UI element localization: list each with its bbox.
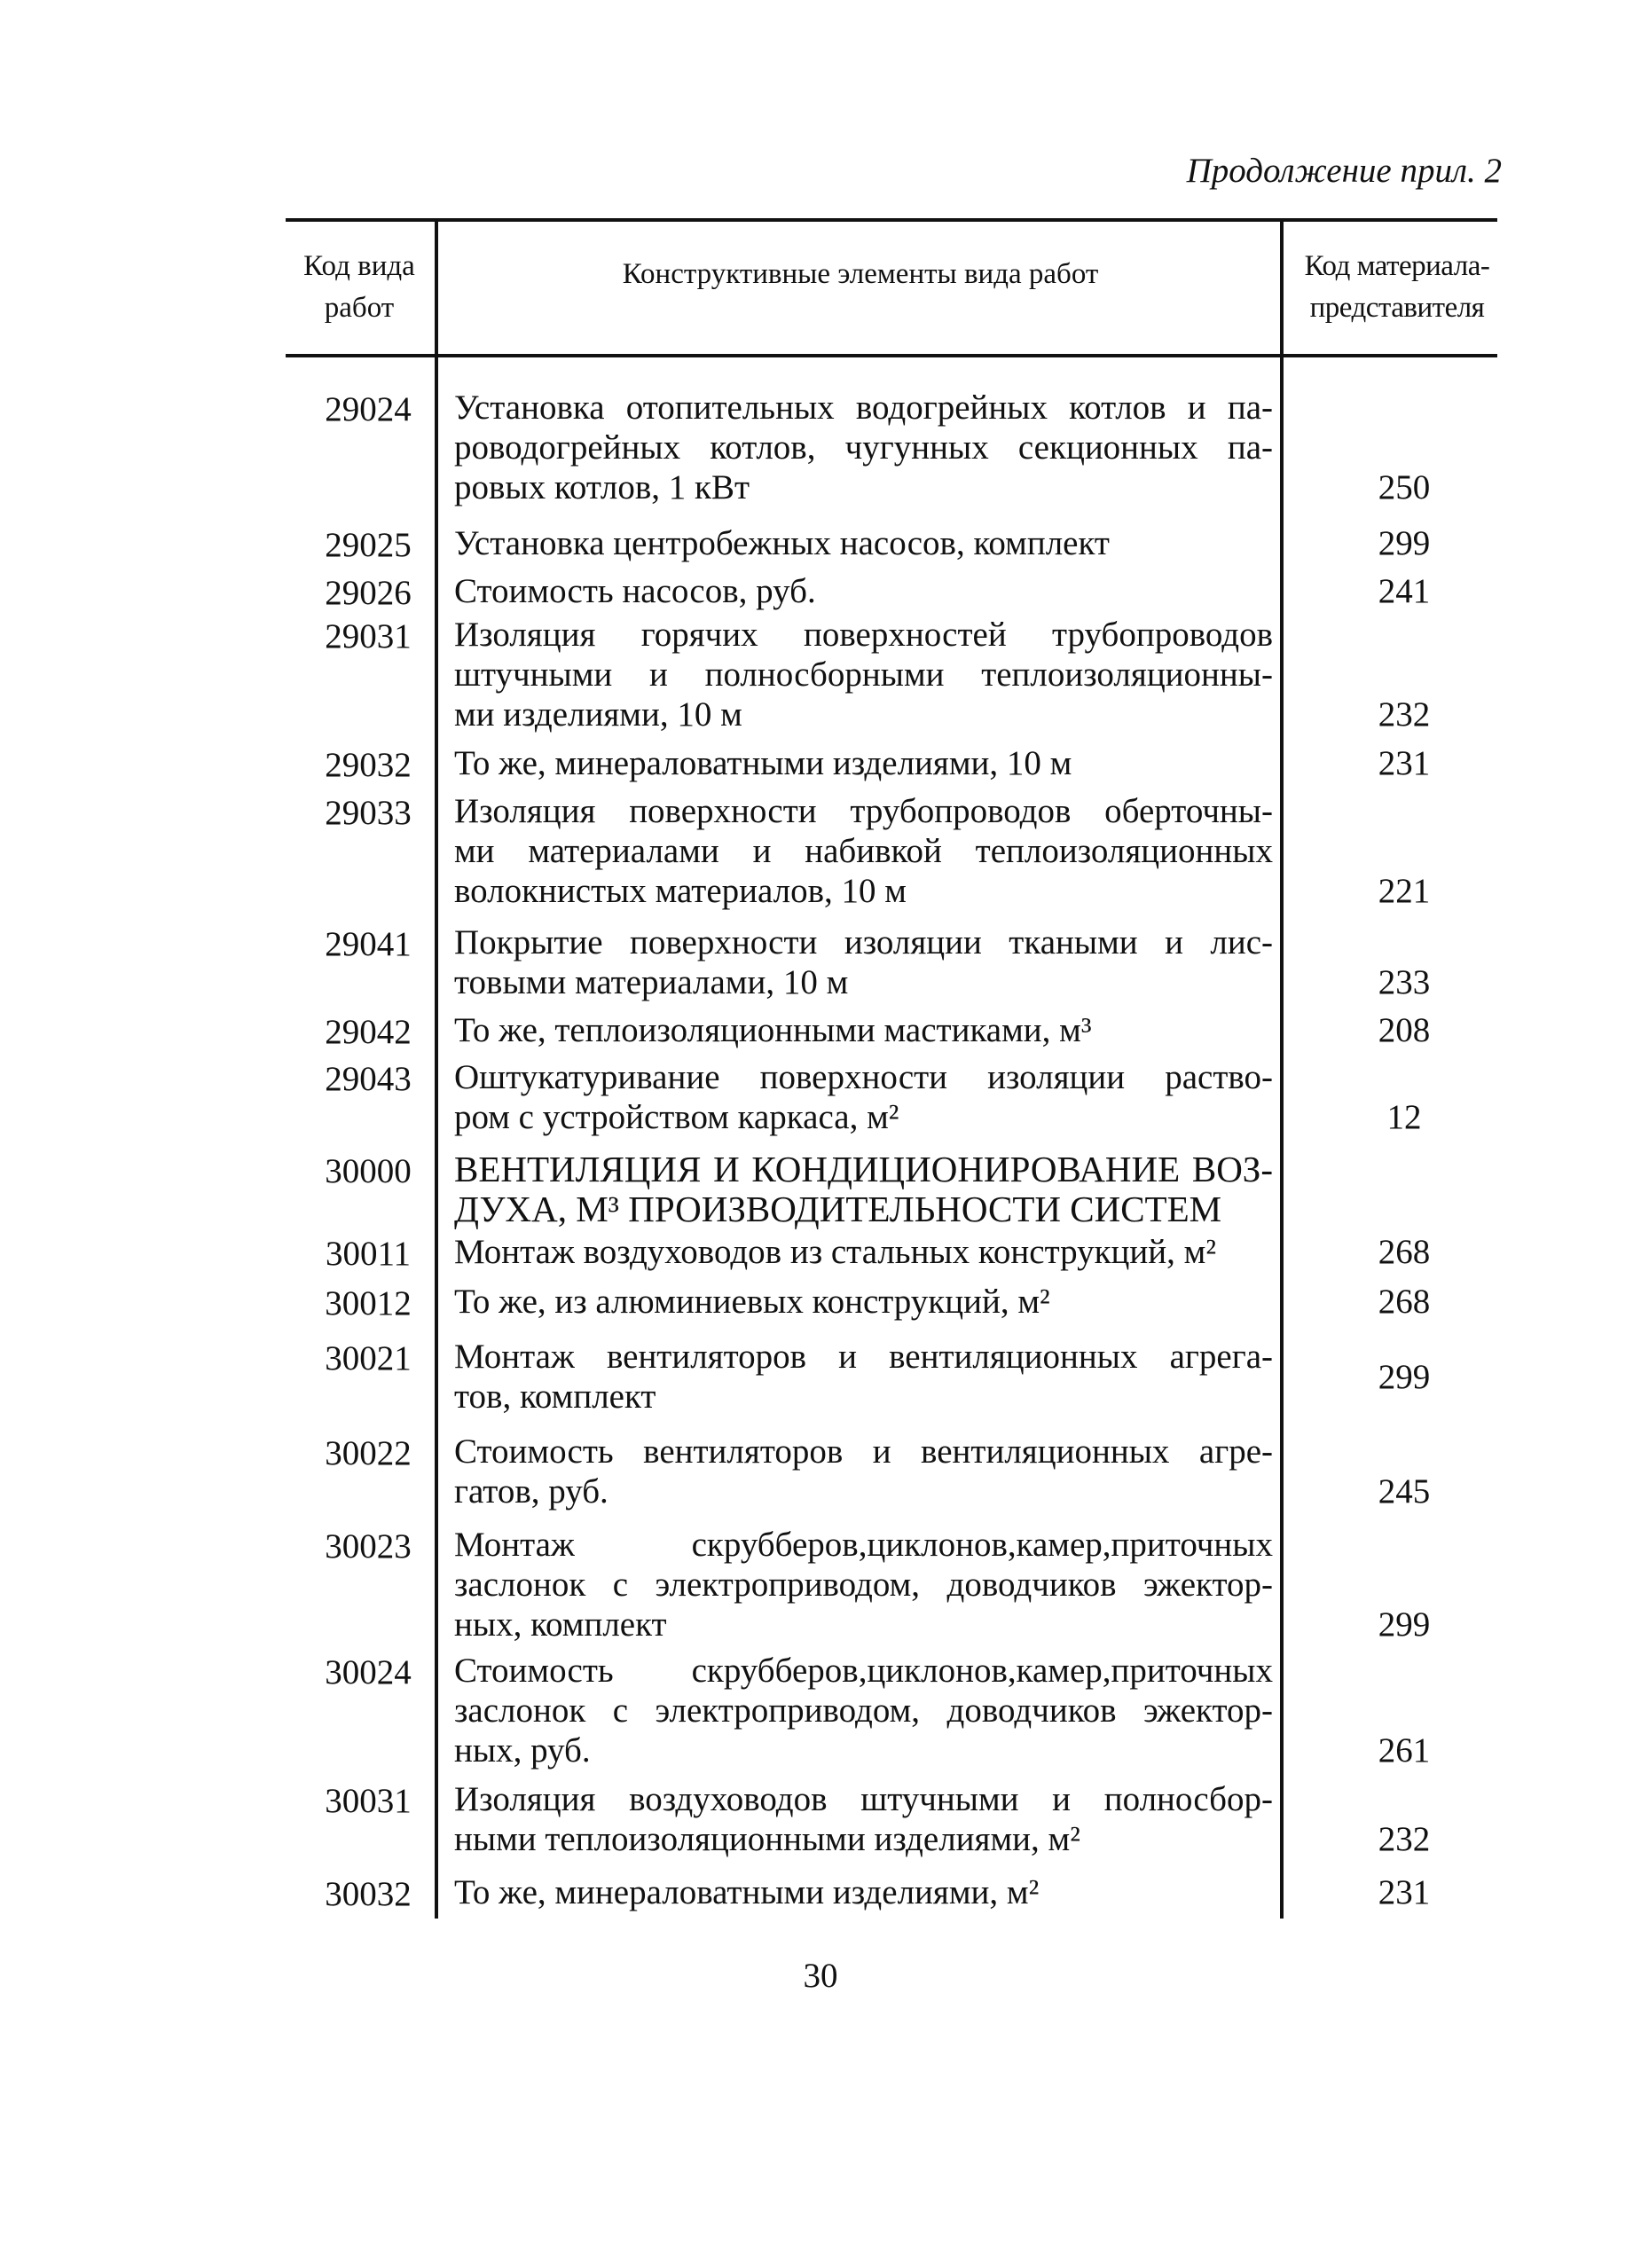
description-line: товыми материалами, 10 м: [454, 963, 849, 1001]
work-description: [454, 523, 1273, 563]
work-code: 30021: [325, 1339, 412, 1377]
description-line: То же, минераловатными изделиями, 10 м: [454, 744, 1072, 782]
work-code: 30012: [325, 1284, 412, 1322]
work-description: [454, 1282, 1273, 1322]
description-line: ми материалами и набивкой теплоизоляционных: [454, 832, 1273, 870]
description-line: Покрытие поверхности изоляции ткаными и лис-: [454, 923, 1273, 961]
work-description: [454, 571, 1273, 611]
work-description: [454, 1232, 1273, 1272]
work-code: 29026: [325, 574, 412, 612]
work-description: [454, 615, 1273, 734]
table-header-rule: [286, 354, 1497, 357]
material-code: 232: [1378, 1820, 1431, 1858]
description-line: ными теплоизоляционными изделиями, м²: [454, 1820, 1080, 1858]
material-code: 299: [1378, 1358, 1431, 1396]
work-code: 30011: [325, 1235, 412, 1273]
work-description: [454, 388, 1273, 507]
description-line: Монтаж воздуховодов из стальных конструкций, м²: [454, 1233, 1217, 1271]
description-line: заслонок с электроприводом, доводчиков эжектор-: [454, 1691, 1273, 1730]
section-heading: [454, 1150, 1273, 1229]
description-line: гатов, руб.: [454, 1472, 609, 1511]
description-line: Изоляция горячих поверхностей трубопроводов: [454, 616, 1273, 654]
description-line: ных, руб.: [454, 1731, 591, 1770]
description-line: волокнистых материалов, 10 м: [454, 872, 907, 910]
header-code: Код вида работ: [303, 250, 415, 324]
work-description: [454, 1010, 1273, 1050]
work-description: [454, 791, 1273, 911]
description-line: Установка отопительных водогрейных котлов и па-: [454, 388, 1273, 427]
material-code: 241: [1378, 572, 1431, 610]
work-code: 30032: [325, 1875, 412, 1913]
material-code: 245: [1378, 1472, 1431, 1511]
description-line: Монтаж скрубберов,циклонов,камер,приточных: [454, 1526, 1273, 1564]
description-line: тов, комплект: [454, 1377, 656, 1416]
material-code: 299: [1378, 1605, 1431, 1644]
description-line: То же, теплоизоляционными мастиками, м³: [454, 1011, 1092, 1049]
description-line: штучными и полносборными теплоизоляционны-: [454, 655, 1273, 694]
description-line: ных, комплект: [454, 1605, 667, 1644]
description-line: Изоляция поверхности трубопроводов оберточны-: [454, 792, 1273, 830]
material-code: 231: [1378, 1873, 1431, 1911]
work-code: 30022: [325, 1434, 412, 1472]
work-code: 29043: [325, 1060, 412, 1098]
work-description: [454, 743, 1273, 783]
work-code: 29024: [325, 390, 412, 428]
description-line: Монтаж вентиляторов и вентиляционных агрега-: [454, 1338, 1273, 1376]
material-code: 268: [1378, 1283, 1431, 1321]
description-line: Изоляция воздуховодов штучными и полносбор-: [454, 1780, 1273, 1818]
page-number: 30: [803, 1957, 838, 1995]
work-code: 29041: [325, 925, 412, 963]
description-line: Оштукатуривание поверхности изоляции раство-: [454, 1058, 1273, 1096]
work-code: 30031: [325, 1782, 412, 1820]
material-code: 221: [1378, 872, 1431, 910]
work-description: [454, 1779, 1273, 1859]
description-line: роводогрейных котлов, чугунных секционных па-: [454, 428, 1273, 467]
description-line: ми изделиями, 10 м: [454, 695, 742, 734]
description-line: То же, из алюминиевых конструкций, м²: [454, 1283, 1050, 1321]
work-description: [454, 1337, 1273, 1417]
material-code: 233: [1378, 963, 1431, 1001]
description-line: ВЕНТИЛЯЦИЯ И КОНДИЦИОНИРОВАНИЕ ВОЗ-: [454, 1149, 1273, 1189]
table-top-rule: [286, 218, 1497, 222]
description-line: Установка центробежных насосов, комплект: [454, 524, 1110, 562]
work-code: 29033: [325, 794, 412, 832]
work-description: [454, 1432, 1273, 1511]
material-code: 299: [1378, 524, 1431, 562]
material-code: 232: [1378, 695, 1431, 734]
material-code: 12: [1386, 1098, 1422, 1136]
work-code: 29025: [325, 526, 412, 564]
running-head: Продолжение прил. 2: [1186, 152, 1502, 190]
description-line: Стоимость насосов, руб.: [454, 572, 816, 610]
work-code: 29042: [325, 1013, 412, 1051]
description-line: заслонок с электроприводом, доводчиков эжектор-: [454, 1566, 1273, 1604]
column-divider-right: [1280, 218, 1284, 1919]
description-line: То же, минераловатными изделиями, м²: [454, 1873, 1040, 1911]
work-code: 29031: [325, 617, 412, 655]
work-code: 29032: [325, 746, 412, 784]
description-line: ром с устройством каркаса, м²: [454, 1098, 899, 1136]
header-elements: Конструктивные элементы вида работ: [622, 258, 1099, 290]
work-description: [454, 922, 1273, 1002]
material-code: 268: [1378, 1233, 1431, 1271]
description-line: ровых котлов, 1 кВт: [454, 468, 750, 506]
work-description: [454, 1057, 1273, 1137]
work-description: [454, 1525, 1273, 1644]
material-code: 208: [1378, 1011, 1431, 1049]
material-code: 261: [1378, 1731, 1431, 1770]
material-code: 231: [1378, 744, 1431, 782]
work-code: 30023: [325, 1527, 412, 1566]
work-code: 30000: [325, 1152, 412, 1190]
work-code: 30024: [325, 1653, 412, 1691]
work-description: [454, 1872, 1273, 1912]
header-material: Код материала-представителя: [1304, 250, 1490, 324]
description-line: ДУХА, М³ ПРОИЗВОДИТЕЛЬНОСТИ СИСТЕМ: [454, 1189, 1222, 1229]
description-line: Стоимость скрубберов,циклонов,камер,приточных: [454, 1652, 1273, 1690]
material-code: 250: [1378, 468, 1431, 506]
description-line: Стоимость вентиляторов и вентиляционных агре-: [454, 1432, 1273, 1471]
work-description: [454, 1651, 1273, 1770]
